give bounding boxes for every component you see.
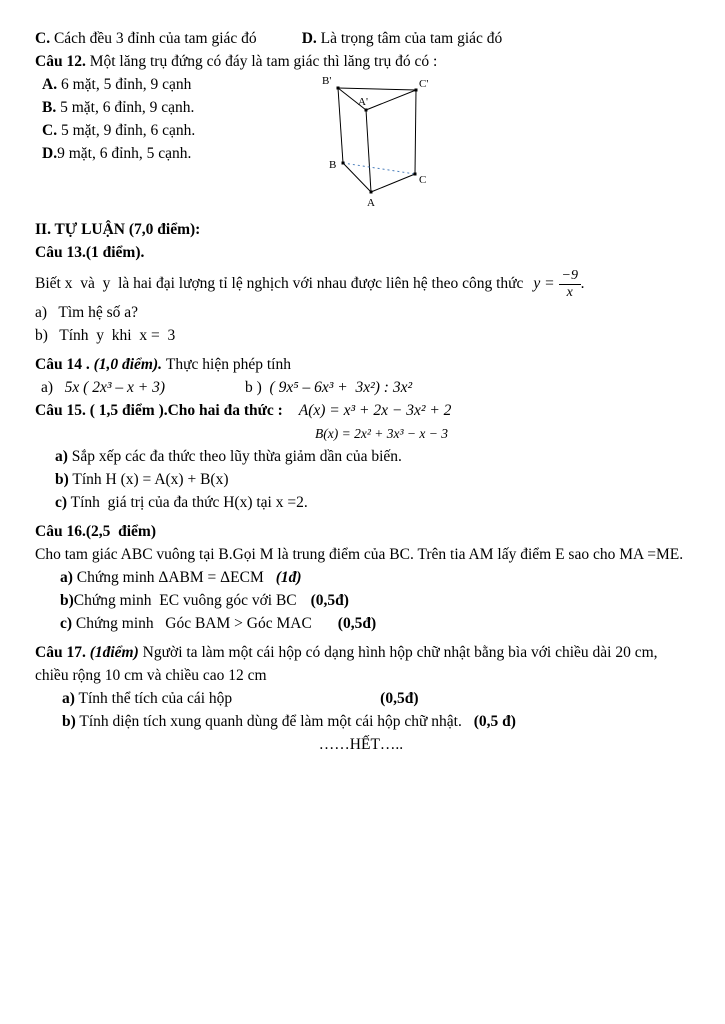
- q13-formula: [533, 268, 585, 300]
- q14-item-a: [41, 379, 165, 396]
- q13-formula-lhs: y =: [533, 275, 559, 293]
- triangular-prism-figure: [318, 72, 438, 212]
- q15-item-a-text: Sắp xếp các đa thức theo lũy thừa giảm dần của biến.: [67, 448, 402, 465]
- question-14-number: Câu 14 .: [35, 356, 94, 373]
- question-12-text: Một lăng trụ đứng có đáy là tam giác thì lăng trụ đó có :: [89, 53, 438, 70]
- question-17-number: Câu 17.: [35, 644, 90, 661]
- q13-item-b: b) Tính y khi x = 3: [35, 327, 176, 344]
- q16-item-b-text: Chứng minh EC vuông góc với BC: [73, 592, 297, 609]
- q14-item-a-label: a): [41, 379, 54, 396]
- answer-option-c: [35, 30, 257, 47]
- q15-item-b-text: Tính H (x) = A(x) + B(x): [68, 471, 229, 488]
- q13-formula-period: .: [580, 275, 585, 293]
- prism-label-b-prime: B': [322, 75, 332, 87]
- question-16-title: [35, 520, 687, 543]
- q17-item-b: [35, 710, 687, 733]
- q16-item-b-label: b): [60, 592, 74, 609]
- q16-item-a-points: (1đ): [275, 569, 302, 586]
- q17-item-b-points: (0,5 đ): [473, 713, 516, 730]
- q16-item-c-text: Chứng minh Góc BAM > Góc MAC: [72, 615, 312, 632]
- prism-label-c-prime: C': [419, 78, 429, 90]
- q14-item-b-label: b ): [245, 379, 262, 396]
- prism-label-b: B: [329, 159, 337, 171]
- fraction-numerator: −9: [559, 268, 581, 285]
- fraction-neg9-over-x: [559, 268, 581, 301]
- q12-option-c-label: C.: [42, 122, 61, 139]
- question-17-points: (1điểm): [89, 644, 139, 661]
- q12-option-a-label: A.: [42, 76, 61, 93]
- q12-option-c-text: 5 mặt, 9 đỉnh, 6 cạnh.: [60, 122, 196, 139]
- q14-item-a-expression: 5x ( 2x³ – x + 3): [64, 379, 165, 396]
- q14-item-b: [245, 379, 412, 396]
- prism-solid-edges: [338, 88, 416, 192]
- section-2-title: [35, 218, 687, 241]
- q16-body: Cho tam giác ABC vuông tại B.Gọi M là trung điểm của BC. Trên tia AM lấy điểm E sao cho MA =ME.: [35, 546, 684, 563]
- question-15-text: Cho hai đa thức :: [167, 402, 287, 419]
- question-14-title: [35, 353, 687, 376]
- footer-het: ……HẾT…..: [318, 736, 404, 753]
- question-15-title: [35, 399, 687, 422]
- question-12-number: Câu 12.: [35, 53, 90, 70]
- question-14-points: (1,0 điểm).: [93, 356, 166, 373]
- question-12-title: [35, 50, 687, 73]
- q12-option-b-text: 5 mặt, 6 đỉnh, 9 cạnh.: [60, 99, 195, 116]
- q15-item-b-label: b): [55, 471, 69, 488]
- q16-item-a-text: Chứng minh ΔABM = ΔECM: [72, 569, 264, 586]
- q16-item-c: [35, 612, 687, 635]
- question-13-title: [35, 241, 687, 264]
- question-16-number: Câu 16.(2,5 điểm): [35, 523, 156, 540]
- question-15-number: Câu 15. ( 1,5 điểm ).: [35, 402, 168, 419]
- q16-item-c-points: (0,5đ): [337, 615, 377, 632]
- option-c-text: Cách đều 3 đỉnh của tam giác đó: [53, 30, 257, 47]
- question-17-body: Người ta làm một cái hộp có dạng hình hộp chữ nhật bằng bìa với chiều dài 20 cm, chiều rộng 10 cm và chiều cao 12 cm: [35, 644, 662, 684]
- q15-item-b: [35, 468, 687, 491]
- q12-option-a-text: 6 mặt, 5 đỉnh, 9 cạnh: [60, 76, 192, 93]
- q15-formula-a: A(x) = x³ + 2x − 3x² + 2: [298, 402, 452, 419]
- q14-items-row: [35, 376, 687, 399]
- section-2-title-text: II. TỰ LUẬN (7,0 điểm):: [35, 221, 201, 238]
- q16-item-b-points: (0,5đ): [310, 592, 349, 609]
- q14-item-b-expression: ( 9x⁵ – 6x³ + 3x²) : 3x²: [269, 379, 413, 396]
- q12-option-b-label: B.: [42, 99, 61, 116]
- q12-option-d-label: D.: [42, 145, 58, 162]
- q15-item-c: [35, 491, 687, 514]
- prism-label-a: A: [367, 197, 375, 209]
- option-c-label: C.: [35, 30, 54, 47]
- q17-item-b-label: b): [62, 713, 76, 730]
- q17-item-a-text: Tính thể tích của cái hộp: [74, 690, 233, 707]
- q17-item-a-label: a): [62, 690, 75, 707]
- q16-item-a: [35, 566, 687, 589]
- option-d-text: Là trọng tâm của tam giác đó: [320, 30, 503, 47]
- q16-item-c-label: c): [60, 615, 73, 632]
- q16-item-a-label: a): [60, 569, 73, 586]
- q13-intro-text: Biết x và y là hai đại lượng tỉ lệ nghịch với nhau được liên hệ theo công thức: [35, 275, 524, 293]
- prev-answers-row: [35, 27, 687, 50]
- q15-item-a: [35, 445, 687, 468]
- question-13-number: Câu 13.(1 điểm).: [35, 244, 145, 261]
- answer-option-d: [302, 30, 503, 47]
- q15-formula-b-row: [315, 422, 687, 445]
- q17-item-b-text: Tính diện tích xung quanh dùng để làm một cái hộp chữ nhật.: [75, 713, 466, 730]
- q15-item-a-label: a): [55, 448, 68, 465]
- q17-item-a-points: (0,5đ): [380, 690, 419, 707]
- prism-label-a-prime: A': [358, 96, 368, 108]
- question-13-intro: [35, 268, 687, 301]
- fraction-denominator: x: [566, 285, 573, 300]
- question-14-text: Thực hiện phép tính: [165, 356, 291, 373]
- q12-option-d-text: 9 mặt, 6 đỉnh, 5 cạnh.: [57, 145, 192, 162]
- option-d-label: D.: [301, 30, 321, 47]
- prism-label-c: C: [419, 174, 427, 186]
- q17-item-a: [35, 687, 687, 710]
- q15-item-c-text: Tính giá trị của đa thức H(x) tại x =2.: [67, 494, 308, 511]
- q15-formula-b: B(x) = 2x² + 3x³ − x − 3: [315, 426, 448, 441]
- prism-hidden-edge: [343, 163, 415, 174]
- q13-item-a: a) Tìm hệ số a?: [35, 304, 139, 321]
- q16-item-b: [35, 589, 687, 612]
- q15-item-c-label: c): [55, 494, 68, 511]
- question-17: [35, 641, 687, 687]
